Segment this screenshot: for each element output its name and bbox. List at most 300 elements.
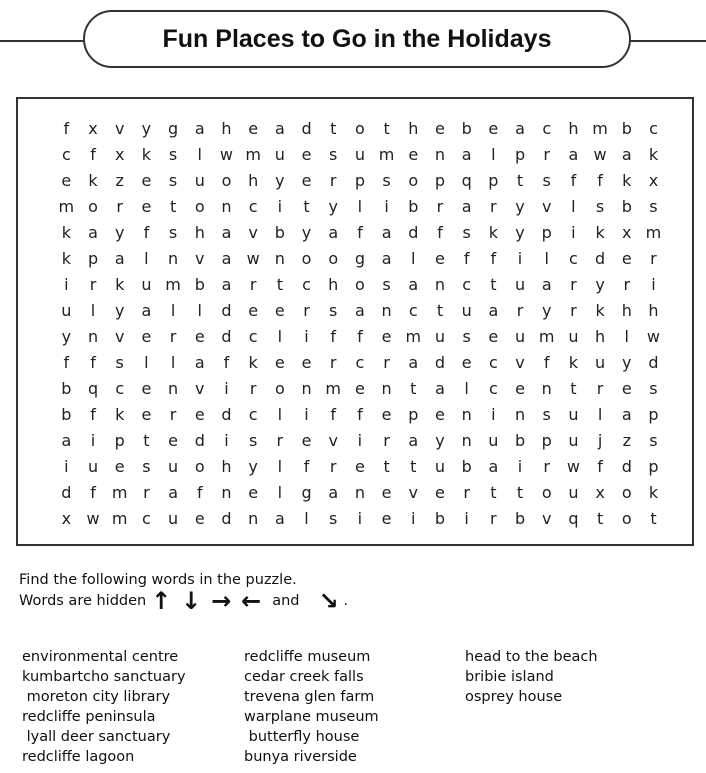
grid-cell[interactable]: o	[541, 483, 552, 502]
grid-cell[interactable]: u	[568, 431, 579, 450]
grid-cell[interactable]: l	[170, 353, 176, 372]
grid-cell[interactable]: r	[623, 275, 631, 294]
grid-cell[interactable]: u	[461, 301, 472, 320]
grid-cell[interactable]: f	[223, 353, 230, 372]
grid-cell[interactable]: z	[115, 171, 124, 190]
grid-cell[interactable]: l	[597, 405, 603, 424]
grid-cell[interactable]: e	[141, 327, 152, 346]
grid-cell[interactable]: l	[144, 353, 149, 372]
grid-cell[interactable]: n	[461, 405, 472, 424]
grid-cell[interactable]: r	[490, 197, 497, 216]
grid-cell[interactable]: u	[141, 275, 152, 294]
grid-cell[interactable]: e	[381, 509, 392, 528]
grid-cell[interactable]: a	[408, 275, 419, 294]
grid-cell[interactable]: m	[325, 379, 342, 398]
grid-cell[interactable]: n	[168, 249, 179, 268]
grid-cell[interactable]: d	[221, 301, 232, 320]
grid-cell[interactable]: l	[411, 249, 416, 268]
grid-cell[interactable]: v	[195, 249, 205, 268]
grid-cell[interactable]: e	[274, 301, 285, 320]
grid-cell[interactable]: d	[221, 405, 232, 424]
grid-cell[interactable]: s	[382, 275, 391, 294]
grid-cell[interactable]: t	[516, 483, 524, 502]
grid-cell[interactable]: e	[461, 353, 472, 372]
grid-cell[interactable]: k	[488, 223, 498, 242]
grid-cell[interactable]: b	[621, 119, 632, 138]
grid-cell[interactable]: o	[221, 171, 232, 190]
grid-cell[interactable]: y	[248, 457, 258, 476]
grid-cell[interactable]: a	[328, 223, 339, 242]
grid-cell[interactable]: r	[490, 509, 497, 528]
grid-cell[interactable]: c	[569, 249, 578, 268]
grid-cell[interactable]: f	[330, 405, 337, 424]
grid-cell[interactable]: e	[141, 379, 152, 398]
grid-cell[interactable]: d	[621, 457, 632, 476]
grid-cell[interactable]: o	[194, 457, 205, 476]
grid-cell[interactable]: v	[515, 353, 525, 372]
grid-cell[interactable]: b	[434, 509, 446, 528]
grid-cell[interactable]: e	[141, 197, 152, 216]
grid-cell[interactable]: d	[408, 223, 419, 242]
grid-cell[interactable]: m	[111, 483, 128, 502]
grid-cell[interactable]: e	[301, 145, 312, 164]
grid-cell[interactable]: v	[248, 223, 258, 242]
grid-cell[interactable]: e	[301, 171, 312, 190]
grid-cell[interactable]: t	[490, 483, 497, 502]
grid-cell[interactable]: e	[381, 483, 392, 502]
grid-cell[interactable]: k	[595, 223, 605, 242]
grid-cell[interactable]: u	[274, 145, 285, 164]
grid-cell[interactable]: a	[274, 119, 285, 138]
grid-cell[interactable]: k	[115, 405, 125, 424]
grid-cell[interactable]: k	[648, 145, 659, 164]
grid-cell[interactable]: f	[196, 483, 203, 502]
grid-cell[interactable]: u	[434, 327, 446, 346]
grid-cell[interactable]: i	[384, 197, 389, 216]
grid-cell[interactable]: f	[90, 483, 96, 502]
grid-cell[interactable]: u	[61, 301, 72, 320]
grid-cell[interactable]: a	[141, 301, 152, 320]
grid-cell[interactable]: r	[303, 301, 310, 320]
grid-cell[interactable]: t	[169, 197, 177, 216]
grid-cell[interactable]: w	[646, 327, 661, 346]
grid-cell[interactable]: w	[566, 457, 580, 476]
grid-cell[interactable]: e	[621, 249, 632, 268]
grid-cell[interactable]: r	[169, 405, 177, 424]
grid-cell[interactable]: i	[224, 379, 229, 398]
grid-cell[interactable]: c	[142, 509, 151, 528]
grid-cell[interactable]: f	[597, 171, 603, 190]
grid-cell[interactable]: d	[595, 249, 606, 268]
grid-cell[interactable]: q	[568, 509, 579, 528]
grid-cell[interactable]: u	[434, 457, 446, 476]
grid-cell[interactable]: a	[621, 405, 632, 424]
grid-cell[interactable]: t	[303, 197, 310, 216]
grid-cell[interactable]: s	[462, 223, 471, 242]
grid-cell[interactable]: k	[61, 249, 71, 268]
grid-cell[interactable]: s	[649, 197, 658, 216]
grid-cell[interactable]: u	[194, 171, 205, 190]
grid-cell[interactable]: r	[516, 301, 524, 320]
grid-cell[interactable]: y	[301, 223, 312, 242]
grid-cell[interactable]: q	[87, 379, 99, 398]
grid-cell[interactable]: v	[541, 197, 552, 216]
grid-cell[interactable]: m	[245, 145, 261, 164]
grid-cell[interactable]: p	[114, 431, 125, 450]
grid-cell[interactable]: b	[274, 223, 285, 242]
grid-cell[interactable]: p	[408, 405, 419, 424]
grid-cell[interactable]: l	[571, 197, 576, 216]
grid-cell[interactable]: t	[143, 431, 150, 450]
grid-cell[interactable]: i	[90, 431, 96, 450]
grid-cell[interactable]: s	[329, 301, 338, 320]
grid-cell[interactable]: k	[141, 145, 152, 164]
grid-cell[interactable]: u	[568, 405, 579, 424]
grid-cell[interactable]: o	[355, 275, 365, 294]
grid-cell[interactable]: u	[514, 327, 526, 346]
grid-cell[interactable]: m	[538, 327, 555, 346]
grid-cell[interactable]: a	[488, 301, 499, 320]
grid-cell[interactable]: k	[595, 301, 605, 320]
grid-cell[interactable]: a	[461, 145, 472, 164]
grid-cell[interactable]: s	[142, 457, 151, 476]
grid-cell[interactable]: e	[248, 483, 259, 502]
grid-cell[interactable]: h	[194, 223, 205, 242]
grid-cell[interactable]: m	[58, 197, 75, 216]
grid-cell[interactable]: n	[381, 301, 392, 320]
grid-cell[interactable]: v	[195, 379, 205, 398]
grid-cell[interactable]: s	[329, 145, 338, 164]
grid-cell[interactable]: c	[488, 353, 498, 372]
grid-cell[interactable]: e	[435, 119, 445, 138]
grid-cell[interactable]: l	[277, 405, 283, 424]
grid-cell[interactable]: e	[621, 379, 632, 398]
grid-cell[interactable]: a	[61, 431, 72, 450]
grid-cell[interactable]: p	[541, 431, 552, 450]
grid-cell[interactable]: e	[248, 119, 259, 138]
grid-cell[interactable]: s	[649, 431, 658, 450]
grid-cell[interactable]: e	[408, 145, 419, 164]
grid-cell[interactable]: n	[87, 327, 99, 346]
grid-cell[interactable]: o	[328, 249, 339, 268]
grid-cell[interactable]: h	[648, 301, 659, 320]
grid-cell[interactable]: l	[304, 509, 309, 528]
grid-cell[interactable]: a	[168, 483, 178, 502]
grid-cell[interactable]: u	[168, 509, 179, 528]
grid-cell[interactable]: w	[219, 145, 234, 164]
grid-cell[interactable]: e	[194, 327, 205, 346]
grid-cell[interactable]: a	[381, 223, 392, 242]
grid-cell[interactable]: f	[543, 353, 550, 372]
grid-cell[interactable]: b	[408, 197, 419, 216]
grid-cell[interactable]: i	[64, 457, 69, 476]
grid-cell[interactable]: p	[541, 223, 552, 242]
grid-cell[interactable]: r	[383, 353, 390, 372]
grid-cell[interactable]: i	[491, 405, 496, 424]
grid-cell[interactable]: e	[381, 327, 392, 346]
grid-cell[interactable]: i	[517, 457, 523, 476]
grid-cell[interactable]: e	[488, 327, 499, 346]
grid-cell[interactable]: t	[330, 119, 337, 138]
grid-cell[interactable]: l	[277, 483, 283, 502]
grid-cell[interactable]: f	[63, 119, 70, 138]
grid-cell[interactable]: a	[408, 431, 419, 450]
grid-cell[interactable]: e	[354, 379, 365, 398]
grid-cell[interactable]: k	[648, 483, 659, 502]
grid-cell[interactable]: e	[141, 405, 152, 424]
grid-cell[interactable]: w	[246, 249, 260, 268]
grid-cell[interactable]: k	[568, 353, 579, 372]
grid-cell[interactable]: i	[651, 275, 656, 294]
grid-cell[interactable]: e	[248, 301, 259, 320]
grid-cell[interactable]: a	[355, 301, 365, 320]
grid-cell[interactable]: t	[276, 275, 283, 294]
grid-cell[interactable]: s	[382, 171, 391, 190]
grid-cell[interactable]: i	[464, 509, 469, 528]
grid-cell[interactable]: y	[141, 119, 152, 138]
grid-cell[interactable]: r	[383, 431, 390, 450]
grid-cell[interactable]: i	[357, 431, 363, 450]
grid-cell[interactable]: b	[61, 405, 72, 424]
grid-cell[interactable]: f	[143, 223, 150, 242]
grid-cell[interactable]: h	[328, 275, 339, 294]
grid-cell[interactable]: y	[515, 223, 525, 242]
grid-cell[interactable]: r	[249, 275, 257, 294]
grid-cell[interactable]: a	[194, 353, 205, 372]
grid-cell[interactable]: b	[514, 509, 526, 528]
grid-cell[interactable]: a	[221, 223, 232, 242]
grid-cell[interactable]: h	[568, 119, 579, 138]
grid-cell[interactable]: s	[115, 353, 124, 372]
grid-cell[interactable]: u	[568, 483, 579, 502]
grid-cell[interactable]: f	[330, 327, 337, 346]
grid-cell[interactable]: m	[111, 509, 128, 528]
grid-cell[interactable]: d	[61, 483, 72, 502]
grid-cell[interactable]: p	[488, 171, 499, 190]
grid-cell[interactable]: p	[87, 249, 99, 268]
grid-cell[interactable]: f	[357, 327, 363, 346]
grid-cell[interactable]: b	[61, 379, 72, 398]
grid-cell[interactable]: f	[597, 457, 603, 476]
grid-cell[interactable]: w	[86, 509, 100, 528]
grid-cell[interactable]: n	[434, 145, 446, 164]
grid-cell[interactable]: l	[170, 301, 176, 320]
grid-cell[interactable]: h	[595, 327, 606, 346]
grid-cell[interactable]: c	[488, 379, 498, 398]
grid-cell[interactable]: j	[597, 431, 603, 450]
grid-cell[interactable]: y	[275, 171, 285, 190]
grid-cell[interactable]: t	[410, 457, 417, 476]
grid-cell[interactable]: l	[491, 145, 496, 164]
grid-cell[interactable]: t	[516, 171, 524, 190]
grid-cell[interactable]: l	[357, 197, 363, 216]
grid-cell[interactable]: l	[277, 327, 283, 346]
grid-cell[interactable]: n	[301, 379, 312, 398]
grid-cell[interactable]: r	[89, 275, 97, 294]
grid-cell[interactable]: r	[463, 483, 470, 502]
grid-cell[interactable]: y	[622, 353, 632, 372]
grid-cell[interactable]: s	[462, 327, 471, 346]
grid-cell[interactable]: h	[221, 119, 232, 138]
grid-cell[interactable]: r	[543, 145, 550, 164]
grid-cell[interactable]: l	[544, 249, 549, 268]
grid-cell[interactable]: k	[622, 171, 632, 190]
grid-cell[interactable]: o	[274, 379, 285, 398]
grid-cell[interactable]: c	[248, 405, 258, 424]
grid-cell[interactable]: d	[434, 353, 446, 372]
grid-cell[interactable]: u	[595, 353, 606, 372]
grid-cell[interactable]: p	[434, 171, 446, 190]
grid-cell[interactable]: o	[408, 171, 419, 190]
grid-cell[interactable]: h	[408, 119, 419, 138]
grid-cell[interactable]: n	[514, 405, 526, 424]
grid-cell[interactable]: c	[355, 353, 365, 372]
grid-cell[interactable]: e	[435, 249, 445, 268]
grid-cell[interactable]: m	[165, 275, 181, 294]
grid-cell[interactable]: r	[570, 301, 577, 320]
grid-cell[interactable]: e	[194, 405, 205, 424]
grid-cell[interactable]: d	[301, 119, 312, 138]
grid-cell[interactable]: c	[408, 301, 418, 320]
grid-cell[interactable]: u	[168, 457, 179, 476]
grid-cell[interactable]: u	[354, 145, 365, 164]
grid-cell[interactable]: g	[354, 249, 365, 268]
grid-cell[interactable]: p	[648, 405, 659, 424]
grid-cell[interactable]: p	[514, 145, 526, 164]
grid-cell[interactable]: i	[411, 509, 416, 528]
grid-cell[interactable]: t	[596, 509, 604, 528]
grid-cell[interactable]: v	[408, 483, 419, 502]
grid-cell[interactable]: k	[61, 223, 71, 242]
grid-cell[interactable]: c	[649, 119, 658, 138]
grid-cell[interactable]: r	[249, 379, 257, 398]
grid-cell[interactable]: y	[328, 197, 338, 216]
grid-cell[interactable]: f	[463, 249, 470, 268]
grid-cell[interactable]: s	[329, 509, 338, 528]
grid-cell[interactable]: x	[595, 483, 605, 502]
grid-cell[interactable]: r	[329, 353, 337, 372]
grid-cell[interactable]: a	[568, 145, 579, 164]
grid-cell[interactable]: a	[515, 119, 525, 138]
grid-cell[interactable]: v	[114, 327, 125, 346]
grid-cell[interactable]: g	[168, 119, 179, 138]
grid-cell[interactable]: a	[114, 249, 125, 268]
grid-cell[interactable]: n	[381, 379, 392, 398]
grid-cell[interactable]: f	[90, 145, 96, 164]
grid-cell[interactable]: a	[221, 249, 232, 268]
grid-cell[interactable]: y	[541, 301, 552, 320]
grid-cell[interactable]: y	[61, 327, 72, 346]
grid-cell[interactable]: x	[114, 145, 125, 164]
grid-cell[interactable]: n	[274, 249, 285, 268]
grid-cell[interactable]: q	[461, 171, 472, 190]
grid-cell[interactable]: a	[381, 249, 392, 268]
grid-cell[interactable]: u	[514, 275, 526, 294]
grid-cell[interactable]: r	[169, 327, 177, 346]
grid-cell[interactable]: f	[437, 223, 443, 242]
grid-cell[interactable]: a	[328, 483, 339, 502]
grid-cell[interactable]: s	[542, 405, 551, 424]
grid-cell[interactable]: t	[410, 379, 417, 398]
grid-cell[interactable]: s	[649, 379, 658, 398]
grid-cell[interactable]: l	[464, 379, 469, 398]
grid-cell[interactable]: n	[461, 431, 472, 450]
grid-cell[interactable]: v	[328, 431, 338, 450]
grid-cell[interactable]: v	[114, 119, 125, 138]
grid-cell[interactable]: l	[90, 301, 96, 320]
grid-cell[interactable]: g	[301, 483, 312, 502]
grid-cell[interactable]: i	[517, 249, 523, 268]
grid-cell[interactable]: y	[595, 275, 605, 294]
grid-cell[interactable]: o	[621, 509, 632, 528]
grid-cell[interactable]: e	[61, 171, 72, 190]
grid-cell[interactable]: e	[301, 431, 312, 450]
grid-cell[interactable]: c	[248, 197, 258, 216]
grid-cell[interactable]: u	[87, 457, 99, 476]
grid-cell[interactable]: d	[221, 509, 232, 528]
grid-cell[interactable]: d	[221, 327, 232, 346]
grid-cell[interactable]: w	[593, 145, 607, 164]
grid-cell[interactable]: h	[221, 457, 232, 476]
grid-cell[interactable]: l	[624, 327, 629, 346]
grid-cell[interactable]: a	[88, 223, 98, 242]
grid-cell[interactable]: v	[541, 509, 552, 528]
grid-cell[interactable]: o	[88, 197, 98, 216]
grid-cell[interactable]: o	[621, 483, 632, 502]
grid-cell[interactable]: t	[490, 275, 497, 294]
grid-cell[interactable]: m	[592, 119, 608, 138]
grid-cell[interactable]: a	[621, 145, 632, 164]
grid-cell[interactable]: c	[115, 379, 125, 398]
grid-cell[interactable]: b	[621, 197, 632, 216]
grid-cell[interactable]: m	[378, 145, 395, 164]
grid-cell[interactable]: e	[114, 457, 125, 476]
grid-cell[interactable]: t	[650, 509, 657, 528]
grid-cell[interactable]: o	[355, 119, 365, 138]
grid-cell[interactable]: p	[354, 171, 365, 190]
grid-cell[interactable]: c	[542, 119, 552, 138]
grid-cell[interactable]: x	[88, 119, 98, 138]
grid-cell[interactable]: f	[570, 171, 577, 190]
grid-cell[interactable]: n	[354, 483, 365, 502]
grid-cell[interactable]: f	[63, 353, 70, 372]
grid-cell[interactable]: y	[114, 301, 125, 320]
grid-cell[interactable]: f	[490, 249, 497, 268]
grid-cell[interactable]: r	[143, 483, 150, 502]
grid-cell[interactable]: r	[276, 431, 284, 450]
grid-cell[interactable]: r	[570, 275, 577, 294]
grid-cell[interactable]: t	[383, 119, 390, 138]
grid-cell[interactable]: k	[88, 171, 98, 190]
grid-cell[interactable]: h	[621, 301, 632, 320]
grid-cell[interactable]: e	[435, 483, 445, 502]
grid-cell[interactable]: i	[277, 197, 283, 216]
grid-cell[interactable]: o	[301, 249, 312, 268]
grid-cell[interactable]: b	[514, 431, 526, 450]
grid-cell[interactable]: l	[197, 145, 202, 164]
grid-cell[interactable]: e	[301, 353, 312, 372]
grid-cell[interactable]: t	[383, 457, 390, 476]
grid-cell[interactable]: m	[645, 223, 662, 242]
grid-cell[interactable]: s	[168, 223, 178, 242]
grid-cell[interactable]: y	[515, 197, 525, 216]
grid-cell[interactable]: r	[650, 249, 657, 268]
grid-cell[interactable]: f	[303, 457, 310, 476]
grid-cell[interactable]: e	[141, 171, 152, 190]
grid-cell[interactable]: c	[248, 327, 258, 346]
grid-cell[interactable]: c	[302, 275, 311, 294]
grid-cell[interactable]: e	[515, 379, 525, 398]
